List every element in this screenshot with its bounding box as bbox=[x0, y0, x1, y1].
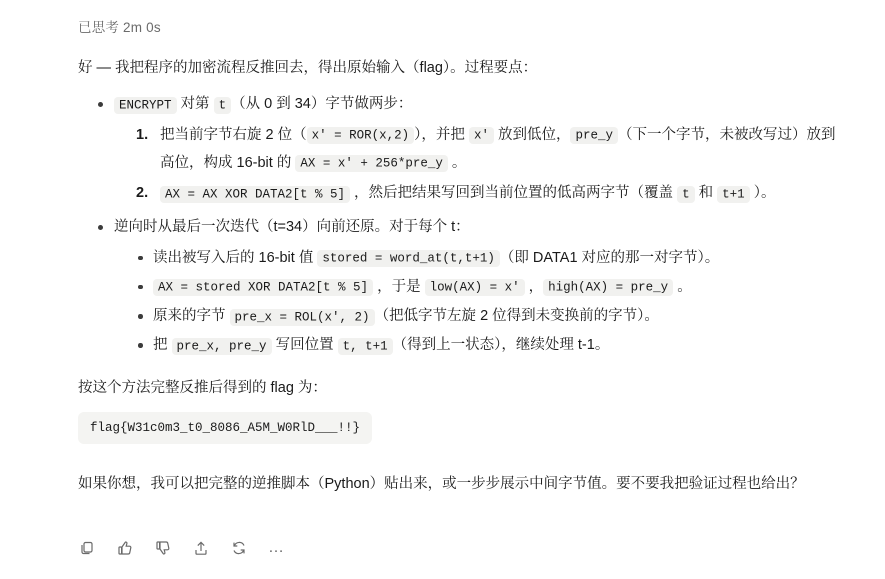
inline-code: t bbox=[214, 97, 232, 114]
closing-paragraph: 如果你想，我可以把完整的逆推脚本（Python）贴出来，或一步步展示中间字节值。要不要我把验证过程也给出？ bbox=[78, 475, 805, 492]
text-segment: 和 bbox=[694, 185, 718, 202]
text-segment: 把 bbox=[153, 337, 172, 354]
text-segment: （即 DATA1 对应的那一对字节）。 bbox=[499, 249, 720, 266]
thinking-duration-label: 已思考 2m 0s bbox=[78, 20, 161, 35]
text-segment: （从 0 到 34）字节做两步： bbox=[231, 96, 413, 113]
text-segment: （下一个字节，未被改写过）放到高位，构成 16-bit 的 bbox=[160, 126, 836, 171]
text-segment: （把低字节左旋 2 位得到未变换前的字节）。 bbox=[374, 308, 659, 325]
reverse-substeps-list bbox=[114, 244, 845, 360]
message-action-toolbar bbox=[78, 539, 285, 557]
text-segment: 逆向时从最后一次迭代（t=34）向前还原。对于每个 t： bbox=[114, 219, 470, 236]
text-segment: 把当前字节右旋 2 位（ bbox=[160, 126, 307, 143]
inline-code: t bbox=[677, 186, 695, 203]
text-segment: ，于是 bbox=[373, 278, 425, 295]
text-segment: ），并把 bbox=[414, 126, 469, 143]
result-lead-paragraph: 按这个方法完整反推后得到的 flag 为： bbox=[78, 379, 327, 396]
inline-code: x' bbox=[469, 127, 494, 144]
inline-code: pre_y bbox=[570, 127, 618, 144]
text-segment: 对第 bbox=[176, 96, 214, 113]
inline-code: pre_x, pre_y bbox=[172, 338, 272, 355]
list-item bbox=[136, 331, 845, 359]
intro-paragraph: 好 — 我把程序的加密流程反推回去，得出原始输入（flag）。过程要点： bbox=[78, 60, 538, 76]
thumbs-down-icon[interactable] bbox=[154, 539, 172, 557]
inline-code: t+1 bbox=[717, 186, 750, 203]
inline-code: ENCRYPT bbox=[114, 97, 177, 114]
text-segment: ， bbox=[524, 278, 544, 295]
text-segment: 原来的字节 bbox=[153, 308, 230, 325]
retry-icon[interactable] bbox=[230, 539, 248, 557]
list-item bbox=[136, 273, 845, 301]
list-item bbox=[136, 302, 845, 330]
inline-code: AX = x' + 256*pre_y bbox=[295, 155, 448, 172]
inline-code: AX = AX XOR DATA2[t % 5] bbox=[160, 186, 350, 203]
inline-code: pre_x = ROL(x', 2) bbox=[230, 309, 375, 326]
thumbs-up-icon[interactable] bbox=[116, 539, 134, 557]
text-segment: 。 bbox=[447, 154, 467, 171]
list-item bbox=[136, 121, 845, 178]
text-segment: ，然后把结果写回到当前位置的低高两字节（覆盖 bbox=[350, 185, 678, 202]
text-segment: ）。 bbox=[749, 185, 776, 202]
inline-code: x' = ROR(x,2) bbox=[307, 127, 415, 144]
list-item bbox=[96, 213, 845, 359]
text-segment: 放到低位， bbox=[493, 126, 571, 143]
inline-code: stored = word_at(t,t+1) bbox=[317, 250, 500, 267]
text-segment: 写回位置 bbox=[271, 337, 338, 354]
inline-code: high(AX) = pre_y bbox=[543, 279, 673, 296]
inline-code: low(AX) = x' bbox=[425, 279, 525, 296]
encrypt-steps-list bbox=[78, 90, 845, 359]
more-options-icon[interactable]: … bbox=[268, 539, 285, 556]
flag-code-block: flag{W31c0m3_t0_8086_A5M_W0RlD___!!} bbox=[78, 412, 372, 444]
encrypt-substeps-ordered-list bbox=[114, 121, 845, 208]
list-item bbox=[136, 179, 845, 207]
list-item bbox=[96, 90, 845, 207]
text-segment: 读出被写入后的 16-bit 值 bbox=[153, 249, 318, 266]
text-segment: （得到上一状态），继续处理 t-1。 bbox=[392, 337, 610, 354]
text-segment: 。 bbox=[673, 278, 692, 295]
list-item bbox=[136, 244, 845, 272]
share-icon[interactable] bbox=[192, 539, 210, 557]
inline-code: AX = stored XOR DATA2[t % 5] bbox=[153, 279, 373, 296]
inline-code: t, t+1 bbox=[338, 338, 393, 355]
copy-icon[interactable] bbox=[78, 539, 96, 557]
